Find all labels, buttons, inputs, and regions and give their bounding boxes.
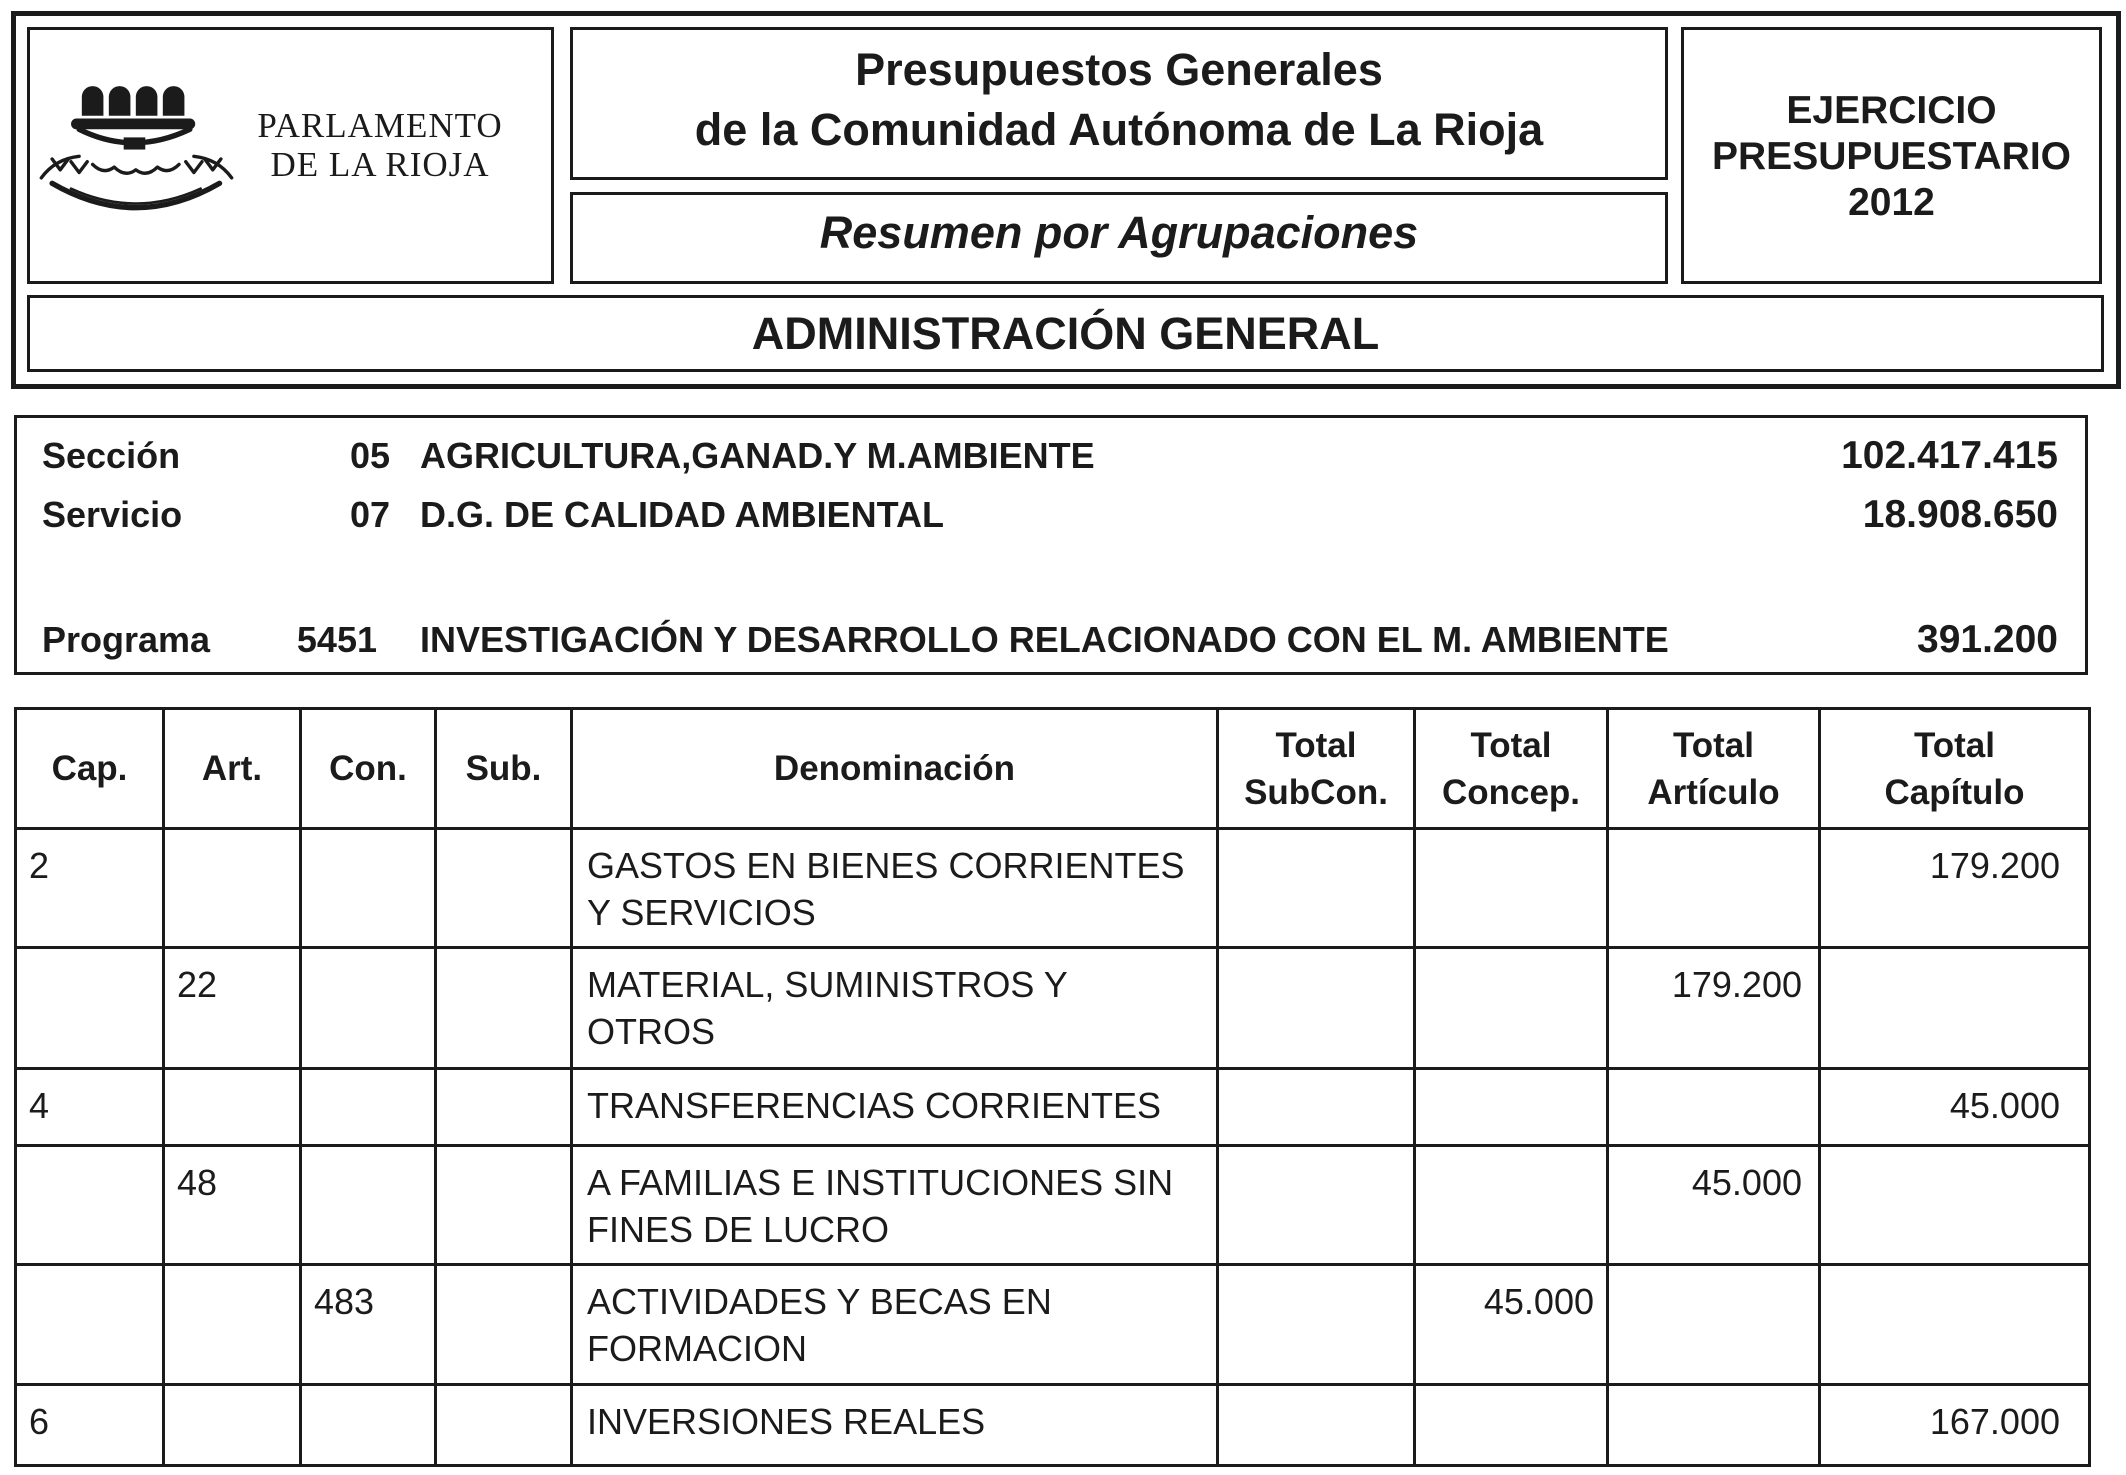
classification-panel: [14, 415, 2088, 675]
con-cell: [301, 1385, 436, 1466]
sub-cell: [436, 1385, 572, 1466]
header-denominacion: Denominación: [572, 709, 1218, 829]
seccion-row: [17, 434, 2085, 478]
servicio-label: Servicio: [42, 494, 183, 535]
programa-code: 5451: [296, 619, 377, 660]
cap-cell: [16, 1265, 164, 1385]
document-title: [570, 27, 1668, 180]
programa-label: Programa: [42, 619, 211, 660]
art-cell: [164, 1385, 301, 1466]
total-articulo-cell: 179.200: [1608, 948, 1820, 1069]
table-row: [16, 1146, 2090, 1265]
parliament-name-line1: PARLAMENTO: [257, 106, 503, 145]
total-capitulo-cell: [1820, 948, 2090, 1069]
sub-cell: [436, 829, 572, 948]
title-line1: Presupuestos Generales: [855, 44, 1383, 95]
cap-cell: [16, 1146, 164, 1265]
table-header-row: [16, 709, 2090, 829]
programa-name: INVESTIGACIÓN Y DESARROLLO RELACIONADO CON EL M. AMBIENTE: [420, 619, 1669, 660]
document-subtitle: Resumen por Agrupaciones: [570, 192, 1668, 284]
art-cell: [164, 1265, 301, 1385]
parliament-name-line2: DE LA RIOJA: [270, 145, 490, 184]
denominacion-cell: MATERIAL, SUMINISTROS Y OTROS: [572, 948, 1218, 1069]
logo-panel: [27, 27, 554, 284]
fiscal-year-value: 2012: [1848, 181, 1935, 224]
con-cell: 483: [301, 1265, 436, 1385]
table-row: [16, 1069, 2090, 1146]
area-title: ADMINISTRACIÓN GENERAL: [27, 295, 2104, 372]
header-total-capitulo: Total Capítulo: [1820, 709, 2090, 829]
parliament-emblem-icon: [38, 78, 235, 213]
total-concep-cell: 45.000: [1415, 1265, 1608, 1385]
art-cell: 22: [164, 948, 301, 1069]
total-subcon-cell: [1218, 1069, 1415, 1146]
table-row: [16, 1385, 2090, 1466]
art-cell: 48: [164, 1146, 301, 1265]
programa-row: [17, 618, 2085, 662]
art-cell: [164, 1069, 301, 1146]
total-articulo-cell: [1608, 1265, 1820, 1385]
header-cap: Cap.: [16, 709, 164, 829]
denominacion-cell: ACTIVIDADES Y BECAS EN FORMACION: [572, 1265, 1218, 1385]
title-line2: de la Comunidad Autónoma de La Rioja: [694, 104, 1544, 155]
total-articulo-cell: 45.000: [1608, 1146, 1820, 1265]
denominacion-cell: A FAMILIAS E INSTITUCIONES SIN FINES DE LUCRO: [572, 1146, 1218, 1265]
total-capitulo-cell: 179.200: [1820, 829, 2090, 948]
con-cell: [301, 1069, 436, 1146]
denominacion-cell: GASTOS EN BIENES CORRIENTES Y SERVICIOS: [572, 829, 1218, 948]
servicio-code: 07: [349, 494, 390, 535]
budget-table: [14, 707, 2091, 1467]
parliament-name: [245, 106, 515, 184]
art-cell: [164, 829, 301, 948]
seccion-code: 05: [349, 435, 390, 476]
table-row: [16, 829, 2090, 948]
sub-cell: [436, 1265, 572, 1385]
seccion-label: Sección: [42, 435, 181, 476]
total-subcon-cell: [1218, 1385, 1415, 1466]
seccion-amount: 102.417.415: [1841, 434, 2058, 477]
total-subcon-cell: [1218, 1265, 1415, 1385]
cap-cell: 6: [16, 1385, 164, 1466]
fiscal-year-line2: PRESUPUESTARIO: [1712, 135, 2071, 178]
header-total-concep: Total Concep.: [1415, 709, 1608, 829]
total-articulo-cell: [1608, 1069, 1820, 1146]
cap-cell: [16, 948, 164, 1069]
total-subcon-cell: [1218, 948, 1415, 1069]
total-capitulo-cell: 167.000: [1820, 1385, 2090, 1466]
header-total-articulo: Total Artículo: [1608, 709, 1820, 829]
cap-cell: 4: [16, 1069, 164, 1146]
sub-cell: [436, 948, 572, 1069]
header-sub: Sub.: [436, 709, 572, 829]
total-concep-cell: [1415, 1069, 1608, 1146]
total-concep-cell: [1415, 1146, 1608, 1265]
header-art: Art.: [164, 709, 301, 829]
denominacion-cell: TRANSFERENCIAS CORRIENTES: [572, 1069, 1218, 1146]
con-cell: [301, 829, 436, 948]
total-subcon-cell: [1218, 1146, 1415, 1265]
total-articulo-cell: [1608, 829, 1820, 948]
programa-amount: 391.200: [1917, 618, 2058, 661]
servicio-amount: 18.908.650: [1862, 493, 2058, 536]
denominacion-cell: INVERSIONES REALES: [572, 1385, 1218, 1466]
sub-cell: [436, 1069, 572, 1146]
table-row: [16, 948, 2090, 1069]
total-concep-cell: [1415, 829, 1608, 948]
table-row: [16, 1265, 2090, 1385]
total-capitulo-cell: 45.000: [1820, 1069, 2090, 1146]
total-concep-cell: [1415, 948, 1608, 1069]
servicio-row: [17, 493, 2085, 537]
sub-cell: [436, 1146, 572, 1265]
fiscal-year-line1: EJERCICIO: [1786, 89, 1997, 132]
total-articulo-cell: [1608, 1385, 1820, 1466]
servicio-name: D.G. DE CALIDAD AMBIENTAL: [420, 494, 944, 535]
total-capitulo-cell: [1820, 1265, 2090, 1385]
cap-cell: 2: [16, 829, 164, 948]
con-cell: [301, 948, 436, 1069]
header-total-subcon: Total SubCon.: [1218, 709, 1415, 829]
total-capitulo-cell: [1820, 1146, 2090, 1265]
total-subcon-cell: [1218, 829, 1415, 948]
total-concep-cell: [1415, 1385, 1608, 1466]
header-con: Con.: [301, 709, 436, 829]
con-cell: [301, 1146, 436, 1265]
seccion-name: AGRICULTURA,GANAD.Y M.AMBIENTE: [420, 435, 1095, 476]
fiscal-year-panel: [1681, 27, 2102, 284]
